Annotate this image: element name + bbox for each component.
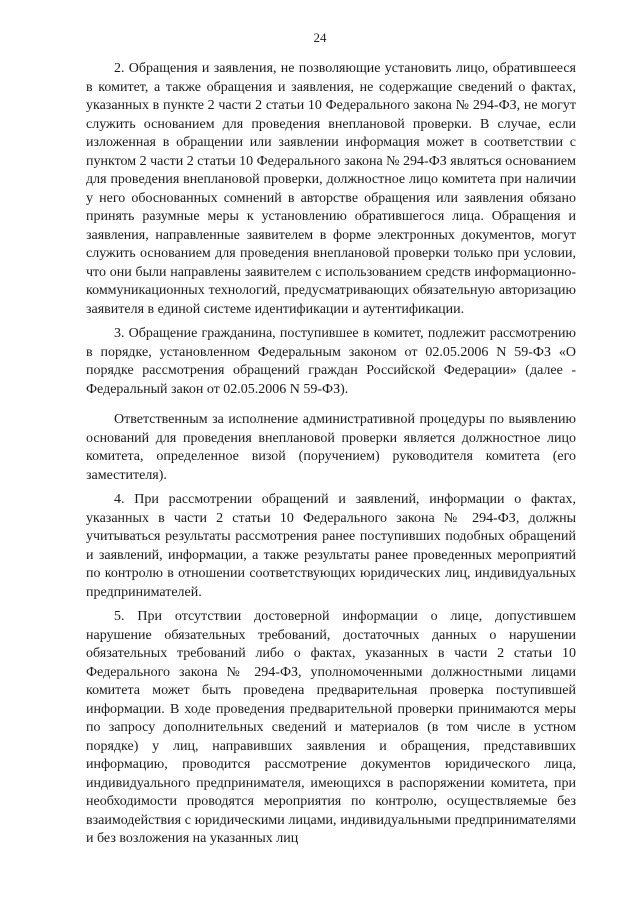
page-number: 24	[313, 30, 327, 45]
paragraph-responsible: Ответственным за исполнение административной процедуры по выявлению оснований для проведения внеплановой проверки является должностное лицо комитета, определенное визой (поручением) руководителя комитета (его заместителя).	[86, 412, 576, 483]
paragraph-5: 5. При отсутствии достоверной информации о лице, допустившем нарушение обязательных требований, достаточных данных о нарушении обязательных требований либо о фактах, указанных в части 2 статьи 10 Федерального закона № 294-ФЗ, уполномоченными должностными лицами комитета может быть проведена предварительная проверка поступившей информации. В ходе проведения предварительной проверки принимаются меры по запросу дополнительных сведений и материалов (в том числе в устном порядке) у лиц, направивших заявления и обращения, представивших информацию, проводится рассмотрение документов юридического лица, индивидуального предпринимателя, имеющихся в распоряжении комитета, при необходимости проводятся мероприятия по контролю, осуществляемые без взаимодействия с юридическими лицами, индивидуальными предпринимателями и без возложения на указанных лиц	[86, 609, 576, 846]
document-body	[86, 60, 576, 849]
paragraph-4: 4. При рассмотрении обращений и заявлений, информации о фактах, указанных в части 2 статьи 10 Федерального закона № 294-ФЗ, должны учитываться результаты рассмотрения ранее поступивших подобных обращений и заявлений, информации, а также результаты ранее проведенных мероприятий по контролю в отношении соответствующих юридических лиц, индивидуальных предпринимателей.	[86, 492, 576, 600]
paragraph-2: 2. Обращения и заявления, не позволяющие установить лицо, обратившееся в комитет, а также обращения и заявления, не содержащие сведений о фактах, указанных в пункте 2 части 2 статьи 10 Федерального закона № 294-ФЗ, не могут служить основанием для проведения внеплановой проверки. В случае, если изложенная в обращении или заявлении информация может в соответствии с пунктом 2 части 2 статьи 10 Федерального закона № 294-ФЗ являться основанием для проведения внеплановой проверки, должностное лицо комитета при наличии у него обоснованных сомнений в авторстве обращения или заявления обязано принять разумные меры к установлению обратившегося лица. Обращения и заявления, направленные заявителем в форме электронных документов, могут служить основанием для проведения внеплановой проверки только при условии, что они были направлены заявителем с использованием средств информационно-коммуникационных технологий, предусматривающих обязательную авторизацию заявителя в единой системе идентификации и аутентификации.	[86, 61, 576, 317]
paragraph-3: 3. Обращение гражданина, поступившее в комитет, подлежит рассмотрению в порядке, установленном Федеральным законом от 02.05.2006 N 59-ФЗ «О порядке рассмотрения обращений граждан Российской Федерации» (далее - Федеральный закон от 02.05.2006 N 59-ФЗ).	[86, 326, 576, 397]
